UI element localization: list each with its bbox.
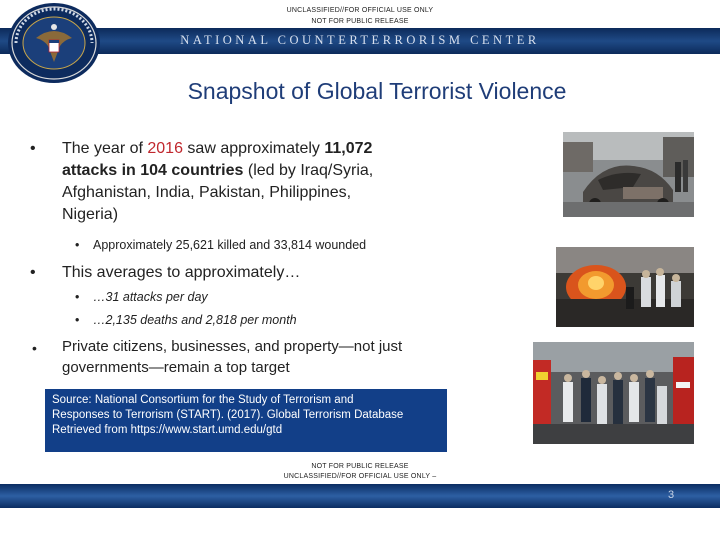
bullet-3-line-2: governments—remain a top target bbox=[62, 359, 290, 376]
slide-title: Snapshot of Global Terrorist Violence bbox=[187, 78, 567, 104]
bullet-marker: • bbox=[30, 140, 36, 157]
release-top: NOT FOR PUBLIC RELEASE bbox=[311, 18, 409, 25]
attack-count: 11,072 bbox=[324, 140, 373, 157]
source-line-2: Responses to Terrorism (START). (2017). Global Terrorism Database bbox=[52, 409, 404, 421]
bullet-1-text: The year of bbox=[62, 140, 148, 157]
bullet-1-text: (led by Iraq/Syria, bbox=[243, 162, 374, 179]
bullet-1-line-4: Nigeria) bbox=[62, 206, 119, 223]
page-number: 3 bbox=[668, 489, 675, 501]
banner-title: NATIONAL COUNTERTERRORISM CENTER bbox=[180, 33, 540, 47]
nctc-seal-icon bbox=[4, 2, 100, 84]
bullet-2-sub-2: …2,135 deaths and 2,818 per month bbox=[93, 313, 297, 327]
bullet-1-text: saw approximately bbox=[182, 140, 325, 157]
sub-bullet-marker: • bbox=[75, 238, 80, 252]
bullet-1 bbox=[62, 138, 462, 226]
footer-bar bbox=[0, 484, 720, 508]
photo-emergency-responders bbox=[533, 342, 694, 444]
classification-bottom: UNCLASSIFIED//FOR OFFICIAL USE ONLY – bbox=[283, 473, 437, 480]
photo-bombing-aftermath bbox=[563, 132, 694, 217]
bullet-1-line-1 bbox=[62, 138, 462, 160]
bullet-1-line-2 bbox=[62, 160, 462, 182]
source-line-3: Retrieved from https://www.start.umd.edu/gtd bbox=[52, 424, 283, 436]
photo-fire-scene bbox=[556, 247, 694, 327]
bullet-2: This averages to approximately… bbox=[62, 264, 301, 281]
source-line-1: Source: National Consortium for the Study of Terrorism and bbox=[52, 394, 354, 406]
sub-bullet-marker: • bbox=[75, 290, 80, 304]
source-citation bbox=[52, 393, 444, 438]
bullet-marker: • bbox=[32, 340, 37, 356]
bullet-1-line-3: Afghanistan, India, Pakistan, Philippines, bbox=[62, 184, 352, 201]
bullet-3-line-1: Private citizens, businesses, and property—not just bbox=[62, 338, 403, 355]
year-highlight: 2016 bbox=[147, 140, 183, 157]
bullet-1-sub: Approximately 25,621 killed and 33,814 wounded bbox=[93, 238, 367, 252]
release-bottom: NOT FOR PUBLIC RELEASE bbox=[311, 463, 409, 470]
bullet-marker: • bbox=[30, 264, 36, 281]
sub-bullet-marker: • bbox=[75, 313, 80, 327]
classification-top: UNCLASSIFIED//FOR OFFICIAL USE ONLY bbox=[286, 7, 434, 14]
bullet-2-sub-1: …31 attacks per day bbox=[93, 290, 208, 304]
attacks-countries: attacks in 104 countries bbox=[62, 162, 244, 179]
bullet-3 bbox=[62, 336, 462, 378]
